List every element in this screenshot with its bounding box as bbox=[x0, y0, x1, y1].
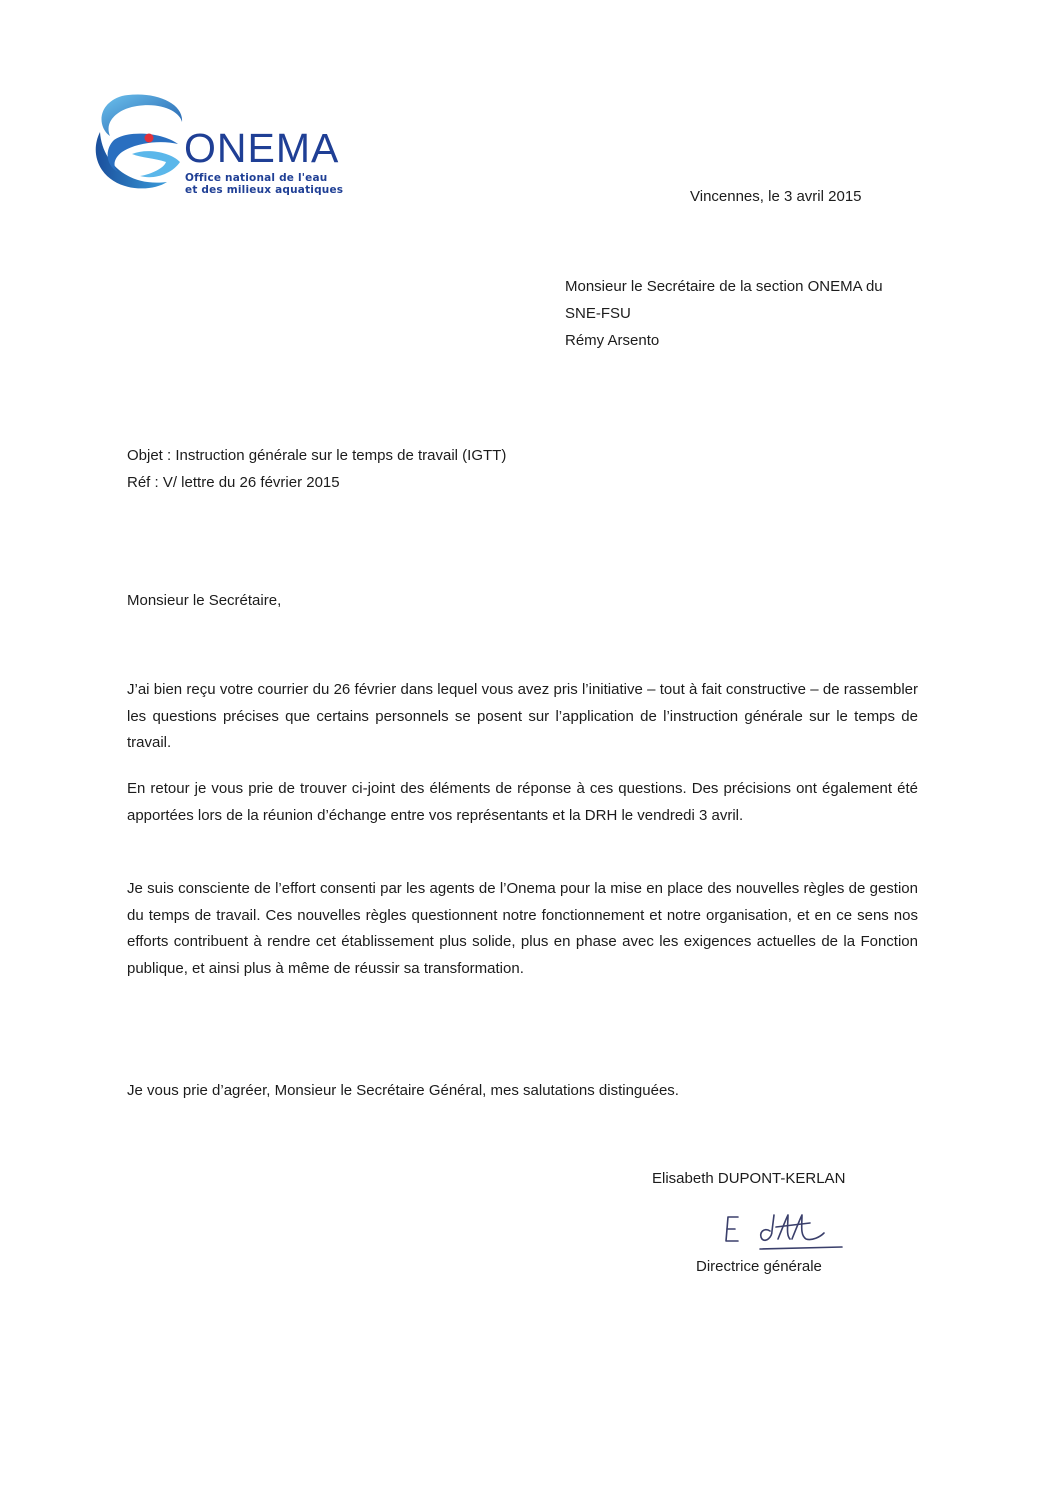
letter-date: Vincennes, le 3 avril 2015 bbox=[690, 188, 862, 205]
logo-subtitle-line1: Office national de l'eau bbox=[185, 172, 328, 184]
salutation: Monsieur le Secrétaire, bbox=[127, 592, 282, 609]
signer-name: Elisabeth DUPONT-KERLAN bbox=[652, 1170, 846, 1187]
subject-object: Objet : Instruction générale sur le temps de travail (IGTT) bbox=[127, 447, 507, 464]
recipient-line2: SNE-FSU bbox=[565, 305, 631, 322]
body-paragraph-2: En retour je vous prie de trouver ci-joint des éléments de réponse à ces questions. Des précisions ont également été apportées lors de la réunion d’échange entre vos représentants et la DRH le vendredi 3 avril. bbox=[127, 780, 918, 824]
logo-subtitle-line2: et des milieux aquatiques bbox=[185, 184, 344, 196]
logo-wordmark: ONEMA bbox=[184, 125, 340, 171]
body-paragraph-1: J’ai bien reçu votre courrier du 26 février dans lequel vous avez pris l’initiative – tout à fait constructive – de rassembler les questions précises que certains personnels se posent sur l’application de l’instruction générale sur le temps de travail. bbox=[127, 681, 918, 751]
onema-logo bbox=[92, 92, 382, 207]
recipient-line3: Rémy Arsento bbox=[565, 332, 660, 349]
onema-wave-logo-icon bbox=[92, 92, 187, 197]
recipient-block bbox=[565, 273, 883, 354]
logo-subtitle bbox=[185, 172, 343, 196]
closing-formula: Je vous prie d’agréer, Monsieur le Secrétaire Général, mes salutations distinguées. bbox=[127, 1082, 679, 1099]
recipient-line1: Monsieur le Secrétaire de la section ONEMA du bbox=[565, 278, 883, 295]
signer-title: Directrice générale bbox=[696, 1258, 822, 1275]
subject-block bbox=[127, 442, 506, 496]
body-paragraph-3: Je suis consciente de l’effort consenti par les agents de l’Onema pour la mise en place des nouvelles règles de gestion du temps de travail. Ces nouvelles règles questionnent notre fonctionnement et notre organisation, et en ce sens nos efforts contribuent à rendre cet établissement plus solide, plus en phase avec les exigences actuelles de la Fonction publique, et ainsi plus à même de réussir sa transformation. bbox=[127, 880, 918, 977]
subject-reference: Réf : V/ lettre du 26 février 2015 bbox=[127, 474, 340, 491]
handwritten-signature-icon bbox=[720, 1205, 850, 1253]
